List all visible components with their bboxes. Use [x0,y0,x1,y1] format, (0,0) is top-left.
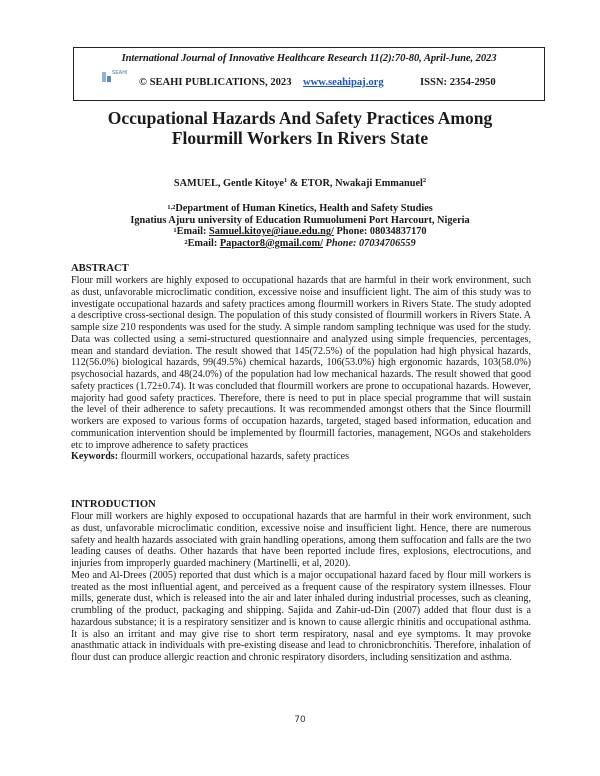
abstract-body [71,275,531,463]
journal-citation: International Journal of Innovative Healthcare Research 11(2):70-80, April-June, 2023 [121,53,497,64]
contact-2: $^2$Email: Papactor8@gmail.com/ Phone: 07034706559 [184,237,416,249]
issn: ISSN: 2354-2950 [420,77,496,88]
email-link-2[interactable]: Papactor8@gmail.com/ [219,237,323,249]
title-line-2: Flourmill Workers In Rivers State [171,128,429,148]
journal-header-box [73,47,545,101]
university: Ignatius Ajuru university of Education Rumuolumeni Port Harcourt, Nigeria [130,214,470,226]
title-line-1: Occupational Hazards And Safety Practices Among [107,108,493,128]
email-link-1[interactable]: Samuel.kitoye@iaue.edu.ng/ [209,226,334,238]
author-1: SAMUEL, Gentle Kitoye [173,178,284,189]
contact-1: $^1$Email: Samuel.kitoye@iaue.edu.ng/ Phone: 08034837170 [173,226,427,238]
introduction-body [71,511,531,664]
intro-paragraph-2: Meo and Al-Drees (2005) reported that dust which is a major occupational hazard faced by flour mill workers is treated as the most influential agent, and perceived as a frequent cause of the respiratory system illnesses. Flour mills, generate dust, which is released into the air and later inhaled during industrial processes, such as cleaning, crumbling of the product, packaging and shipping. Sajida and Zahir-ud-Din (2007) added that flour dust is a hazardous substance; it is a respiratory sensitizer and is known to cause allergic rhinitis and occupational asthma. It is also an irritant and may give rise to short term respiratory, nasal and eye symptoms. It may provoke anasthmatic attack in individuals with pre-existing disease and lead to chronicbronchitis. Therefore, inhalation of flour dust can produce allergic reaction and chronic respiratory disorders, including sensitization and asthma. [71,569,531,663]
page-number: 70 [294,715,306,725]
journal-website-link[interactable]: www.seahipaj.org [303,77,384,88]
intro-paragraph-1: Flour mill workers are highly exposed to occupational hazards that are harmful in their work environment, such as dust, unfavorable microclimatic condition, excessive noise and insufficient light. Hence, there are numerous safety and health hazards associated with grain handling operations, among them suffocation and falls are the two leading causes of deaths. Other hazards that have been reported include fires, explosions, electrocutions, and injuries from improperly guarded machinery (Martinelli, et al, 2020). [71,511,531,569]
affiliation-block [60,203,540,249]
abstract-text: Flour mill workers are highly exposed to occupational hazards that are harmful in their work environment, such as dust, unfavorable microclimatic condition, excessive noise and insufficient light. The aim of this study was to investigate occupational hazards and safety practices among flourmill workers in Rivers State. The study adopted a descriptive cross-sectional design. The population of this study consisted of flourmill workers in Rivers State. A sample size 210 respondents was used for the study. A simple random sampling technique was used for the study. Data was collected using a semi-structured questionnaire and analyzed using simple frequencies, percentages, mean and standard deviation. The result showed that 145(72.5%) of the population had high physical hazards, 112(56.0%) biological hazards, 99(49.5%) chemical hazards, 106(53.0%) high ergonomic hazards, 103(58.0%) psychosocial hazards, and 48(24.0%) of the population had low mechanical hazards. The result showed that good safety practices (1.72±0.74). It was concluded that flourmill workers are prone to occupational hazards. However, majority had good safety practices. Therefore, there is need to put in place special programme that will sustain the level of their adherence to safety precautions. It was recommended amongst others that the Since flourmill workers are exposed to various forms of occupation hazards, targeted, staged based information, education and communication intervention should be implemented by flourmill factories, management, NGOs and stakeholders etc to improve adherence to safety practices [71,275,531,451]
abstract-heading: ABSTRACT [71,263,129,274]
paper-title [60,108,540,148]
publisher-logo-icon: SEAHI [102,70,122,86]
department: $^{1,2}$Department of Human Kinetics, Health and Safety Studies [167,203,433,214]
author-list: SAMUEL, Gentle Kitoye$^1$ & ETOR, Nwakaji Emmanuel$^2$ [173,177,427,189]
author-2: ETOR, Nwakaji Emmanuel [300,178,423,189]
introduction-heading: INTRODUCTION [71,499,156,510]
keywords: Keywords: flourmill workers, occupational hazards, safety practices [71,451,350,463]
publisher-line [74,70,544,89]
copyright-notice: © SEAHI PUBLICATIONS, 2023 [139,77,292,88]
